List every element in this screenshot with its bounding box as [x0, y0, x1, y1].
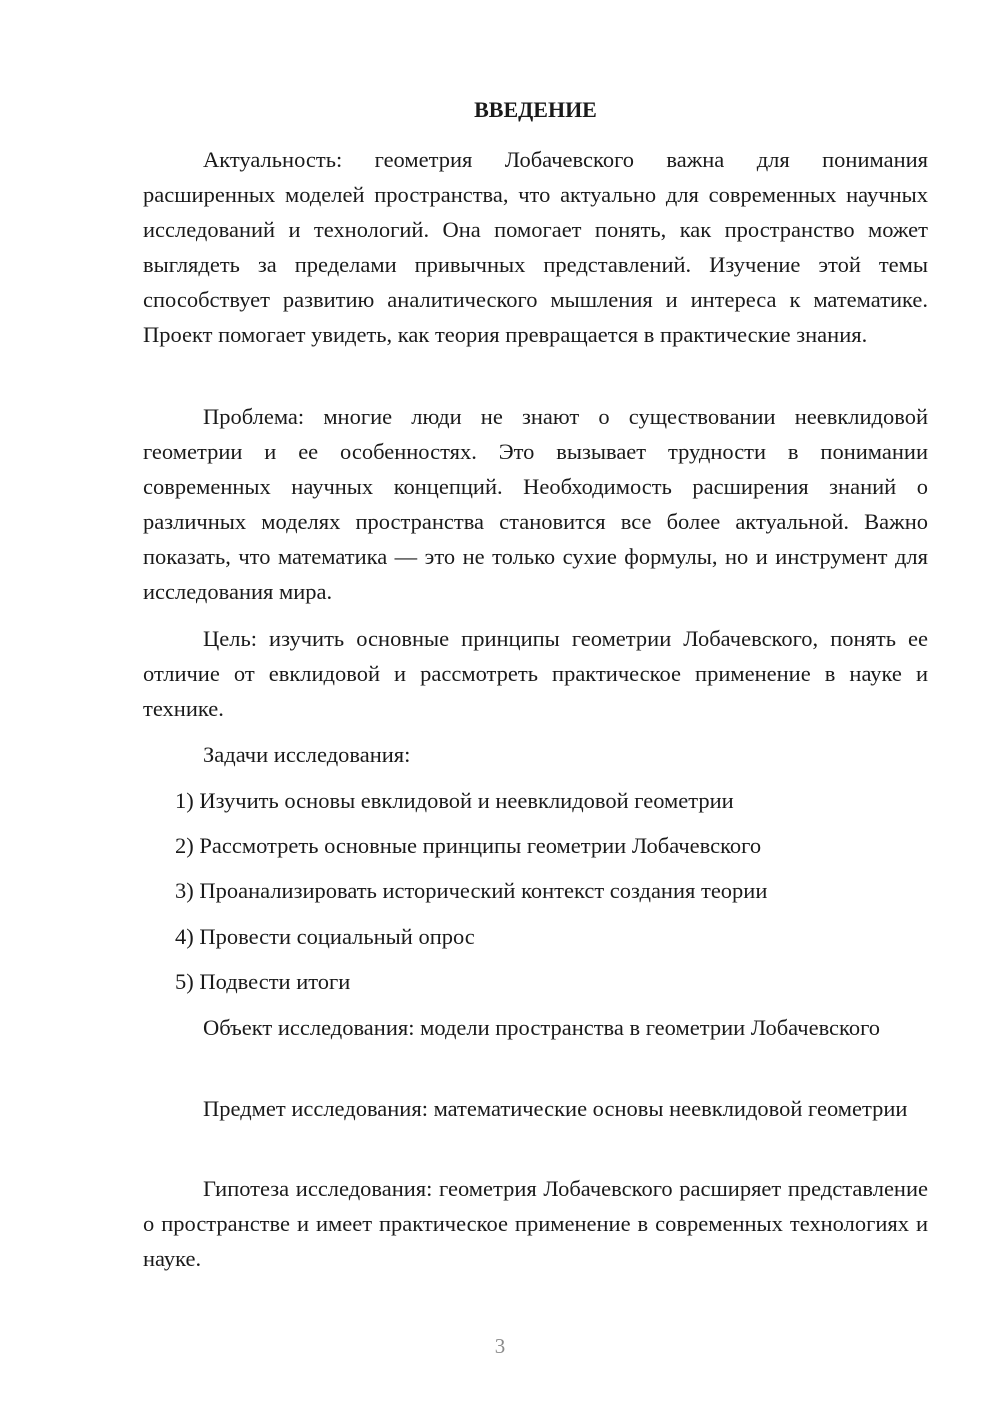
task-item: 2) Рассмотреть основные принципы геометрии Лобачевского	[175, 833, 762, 858]
paragraph-relevance: Актуальность: геометрия Лобачевского важна для понимания расширенных моделей пространства, что актуально для современных научных исследований и технологий. Она помогает понять, как пространство может выглядеть за пределами привычных представлений. Изучение этой темы способствует развитию аналитического мышления и интереса к математике. Проект помогает увидеть, как теория превращается в практические знания.	[143, 147, 928, 347]
task-item: 1) Изучить основы евклидовой и неевклидовой геометрии	[175, 788, 734, 813]
section-title: ВВЕДЕНИЕ	[474, 97, 597, 122]
paragraph-hypothesis: Гипотеза исследования: геометрия Лобачевского расширяет представление о пространстве и имеет практическое применение в современных технологиях и науке.	[143, 1176, 928, 1271]
paragraph-object: Объект исследования: модели пространства в геометрии Лобачевского	[203, 1015, 880, 1040]
task-item: 5) Подвести итоги	[175, 969, 351, 994]
paragraph-goal: Цель: изучить основные принципы геометрии Лобачевского, понять ее отличие от евклидовой и рассмотреть практическое применение в науке и технике.	[143, 626, 928, 721]
paragraph-problem: Проблема: многие люди не знают о существовании неевклидовой геометрии и ее особенностях. Это вызывает трудности в понимании современных научных концепций. Необходимость расширения знаний о различных моделях пространства становится все более актуальной. Важно показать, что математика — это не только сухие формулы, но и инструмент для исследования мира.	[143, 404, 928, 604]
task-item: 4) Провести социальный опрос	[175, 924, 475, 949]
page-number: 3	[494, 1334, 506, 1358]
paragraph-subject: Предмет исследования: математические основы неевклидовой геометрии	[203, 1096, 908, 1121]
tasks-heading: Задачи исследования:	[203, 742, 411, 767]
task-item: 3) Проанализировать исторический контекст создания теории	[175, 878, 768, 903]
